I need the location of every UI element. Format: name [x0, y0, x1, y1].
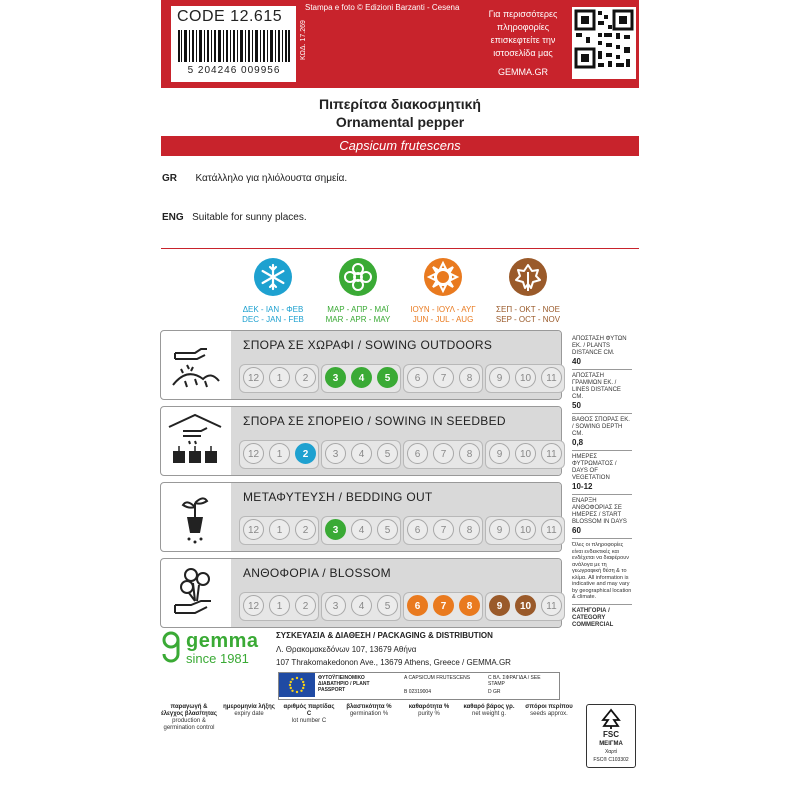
- batch-info-subtitle: purity %: [418, 711, 440, 717]
- spec-vegetation-label: ΗΜΕΡΕΣ ΦΥΤΡΩΜΑΤΟΣ / DAYS OF VEGETATION: [572, 454, 617, 481]
- fsc-brand: FSC: [603, 730, 619, 739]
- month-circle: 12: [243, 519, 264, 540]
- lang-tag-en: ENG: [162, 212, 184, 223]
- month-circle: 12: [243, 443, 264, 464]
- spec-divider: [572, 413, 632, 414]
- spec-lines-distance-label: ΑΠΟΣΤΑΣΗ ΓΡΑΜΜΩΝ ΕΚ. / LINES DISTANCE CM.: [572, 373, 621, 400]
- month-circle: 6: [407, 443, 428, 464]
- batch-info-subtitle: production & germination control: [163, 718, 215, 731]
- printer-note: Stampa e foto © Edizioni Barzanti - Cesena: [305, 3, 460, 12]
- section-divider: [161, 248, 639, 249]
- month-circle: 11: [541, 443, 562, 464]
- passport-title: ΦΥΤΟΫΓΙΕΙΝΟΜΙΚΟ ΔΙΑΒΑΤΗΡΙΟ / PLANT PASSPORT: [318, 675, 370, 693]
- description-en-text: Suitable for sunny places.: [192, 212, 307, 223]
- barcode-number: 5 204246 009956: [187, 65, 281, 76]
- brand-name: gemma: [186, 630, 259, 652]
- sowing-outdoors-icon: [161, 331, 229, 399]
- passport-d: D GR: [488, 689, 501, 695]
- month-circle: 7: [433, 443, 454, 464]
- month-circle: 5: [377, 595, 398, 616]
- season-summer-en: JUN - JUL - AUG: [412, 315, 474, 324]
- month-circle: 8: [459, 519, 480, 540]
- fsc-code: FSC® C103302: [593, 757, 629, 763]
- spec-divider: [572, 538, 632, 539]
- month-circle: 2: [295, 367, 316, 388]
- month-circle: 1: [269, 443, 290, 464]
- season-autumn-en: SEP - OCT - NOV: [495, 315, 561, 324]
- month-circle: 7: [433, 519, 454, 540]
- batch-info-column: [221, 704, 277, 718]
- month-circle: 5: [377, 367, 398, 388]
- batch-info-subtitle: expiry date: [234, 711, 264, 717]
- month-circle: 7: [433, 367, 454, 388]
- month-circle: 3: [325, 443, 346, 464]
- batch-info-title: αριθμός παρτίδας C: [283, 704, 335, 717]
- info-site-link[interactable]: GEMMA.GR: [497, 67, 548, 77]
- month-circle: 10: [515, 367, 536, 388]
- month-circle: 3: [325, 519, 346, 540]
- address-greek: Λ. Θρακομακεδόνων 107, 13679 Αθήνα: [276, 645, 417, 654]
- batch-info-subtitle: lot number C: [291, 718, 327, 724]
- passport-a: A CAPSICUM FRUTESCENS: [404, 675, 471, 681]
- spec-vegetation-value: 10-12: [572, 482, 593, 491]
- sun-icon: [424, 258, 462, 296]
- spec-divider: [572, 450, 632, 451]
- month-circle: 1: [269, 367, 290, 388]
- bedding-out-icon: [161, 483, 229, 551]
- batch-info-title: βλαστικότητα %: [346, 704, 392, 710]
- calendar-row-title: ΣΠΟΡΑ ΣΕ ΣΠΟΡΕΙΟ / SOWING IN SEEDBED: [243, 414, 506, 428]
- calendar-row: [160, 558, 562, 628]
- batch-info-column: [521, 704, 577, 718]
- month-circle: 6: [407, 367, 428, 388]
- month-circle: 2: [295, 443, 316, 464]
- month-circle: 11: [541, 367, 562, 388]
- calendar-row-title: ΜΕΤΑΦΥΤΕΥΣΗ / BEDDING OUT: [243, 490, 433, 504]
- month-circle: 8: [459, 443, 480, 464]
- fsc-greek: ΜΕΙΓΜΑ: [599, 741, 623, 747]
- season-summer-gr: ΙΟΥΝ - ΙΟΥΛ - ΑΥΓ: [410, 305, 476, 314]
- description-gr: [162, 168, 347, 186]
- spec-sowing-depth-label: ΒΑΘΟΣ ΣΠΟΡΑΣ ΕΚ. / SOWING DEPTH CM.: [572, 417, 630, 437]
- spec-plants-distance-label: ΑΠΟΣΤΑΣΗ ΦΥΤΩΝ ΕΚ. / PLANTS DISTANCE CM.: [572, 336, 627, 356]
- spec-divider: [572, 494, 632, 495]
- season-winter-en: DEC - JAN - FEB: [242, 315, 304, 324]
- spec-sowing-depth-value: 0,8: [572, 438, 584, 447]
- month-circle: 6: [407, 519, 428, 540]
- batch-info-column: [281, 704, 337, 725]
- month-circle: 2: [295, 519, 316, 540]
- month-circle: 8: [459, 595, 480, 616]
- batch-info-subtitle: seeds approx.: [530, 711, 568, 717]
- gemma-logo-icon: [160, 630, 182, 668]
- season-autumn-label: [483, 305, 573, 325]
- address-english: 107 Thrakomakedonon Ave., 13679 Athens, Greece / GEMMA.GR: [276, 658, 511, 667]
- spec-plants-distance-value: 40: [572, 357, 581, 366]
- latin-name-band: Capsicum frutescens: [161, 136, 639, 156]
- month-circle: 1: [269, 595, 290, 616]
- month-circle: 9: [489, 595, 510, 616]
- passport-b: B 02319004: [404, 689, 431, 695]
- month-circle: 9: [489, 519, 510, 540]
- season-summer-label: [398, 305, 488, 325]
- spec-divider: [572, 369, 632, 370]
- month-circle: 11: [541, 595, 562, 616]
- calendar-row: [160, 330, 562, 400]
- calendar-row-title: ΑΝΘΟΦΟΡΙΑ / BLOSSOM: [243, 566, 391, 580]
- description-en: [162, 207, 307, 225]
- fsc-tree-icon: [599, 708, 623, 730]
- product-code: CODE 12.615: [177, 8, 283, 25]
- month-circle: 12: [243, 595, 264, 616]
- batch-info-title: καθαρότητα %: [408, 704, 450, 710]
- product-name-english: Ornamental pepper: [335, 114, 465, 130]
- batch-info-title: σπόροι περίπου: [525, 704, 573, 710]
- lang-tag-gr: GR: [162, 173, 177, 184]
- batch-info-column: [461, 704, 517, 718]
- batch-info-title: ημερομηνία λήξης: [223, 704, 275, 710]
- disclaimer-text: Όλες οι πληροφορίες είναι ενδεικτικές και ενδέχεται να διαφέρουν ανάλογα με τη γεωγραφική θέση & το κλίμα. All information is indicative and may vary by geographical location & climate.: [572, 542, 632, 600]
- batch-info-title: καθαρό βάρος γρ.: [463, 704, 515, 710]
- season-winter-label: [228, 305, 318, 325]
- month-circle: 8: [459, 367, 480, 388]
- snowflake-icon: [254, 258, 292, 296]
- month-circle: 10: [515, 443, 536, 464]
- month-circle: 10: [515, 519, 536, 540]
- month-circle: 5: [377, 519, 398, 540]
- product-name-greek: Πιπερίτσα διακοσμητική: [319, 96, 481, 112]
- sowing-seedbed-icon: [161, 407, 229, 475]
- spec-lines-distance-value: 50: [572, 401, 581, 410]
- flower-icon: [339, 258, 377, 296]
- spec-divider: [572, 604, 632, 605]
- month-circle: 4: [351, 367, 372, 388]
- blossom-icon: [161, 559, 229, 627]
- season-spring-en: MAR - APR - MAY: [325, 315, 391, 324]
- month-circle: 10: [515, 595, 536, 616]
- fsc-label: [586, 704, 636, 768]
- passport-c: C ΒΛ. ΣΦΡΑΓΙΔΑ / SEE STAMP: [488, 675, 541, 687]
- season-spring-gr: ΜΑΡ - ΑΠΡ - ΜΑΪ: [327, 305, 389, 314]
- calendar-row-title: ΣΠΟΡΑ ΣΕ ΧΩΡΑΦΙ / SOWING OUTDOORS: [243, 338, 493, 352]
- category-label: ΚΑΤΗΓΟΡΙΑ / CATEGORY: [572, 607, 610, 621]
- season-spring-label: [313, 305, 403, 325]
- specs-panel: [572, 336, 638, 629]
- batch-info-column: [161, 704, 217, 732]
- month-circle: 4: [351, 519, 372, 540]
- calendar-row: [160, 482, 562, 552]
- info-text: Για περισσότερες πληροφορίες επισκεφτείτε την ιστοσελίδα μας: [488, 9, 558, 58]
- batch-info-table: [161, 704, 573, 752]
- calendar-row: [160, 406, 562, 476]
- month-circle: 7: [433, 595, 454, 616]
- month-circle: 5: [377, 443, 398, 464]
- month-circle: 3: [325, 367, 346, 388]
- batch-info-subtitle: net weight g.: [471, 711, 507, 717]
- month-circle: 1: [269, 519, 290, 540]
- month-circle: 11: [541, 519, 562, 540]
- month-circle: 9: [489, 443, 510, 464]
- packaging-line: ΣΥΣΚΕΥΑΣΙΑ & ΔΙΑΘΕΣΗ / PACKAGING & DISTRIBUTION: [276, 631, 493, 640]
- barcode-icon: [178, 30, 290, 62]
- batch-info-title: παραγωγή & έλεγχος βλασ/τητας: [161, 704, 217, 717]
- season-winter-gr: ΔΕΚ - ΙΑΝ - ΦΕΒ: [242, 305, 304, 314]
- eu-flag-icon: [279, 673, 315, 697]
- month-circle: 3: [325, 595, 346, 616]
- month-circle: 4: [351, 595, 372, 616]
- batch-info-subtitle: germination %: [349, 711, 389, 717]
- month-circle: 9: [489, 367, 510, 388]
- season-autumn-gr: ΣΕΠ - ΟΚΤ - ΝΟΕ: [496, 305, 560, 314]
- month-circle: 4: [351, 443, 372, 464]
- category-value: COMMERCIAL: [572, 621, 614, 628]
- kod-code: ΚΩΔ. 17.269: [300, 20, 307, 60]
- spec-blossom-value: 60: [572, 526, 581, 535]
- spec-blossom-label: ΕΝΑΡΞΗ ΑΝΘΟΦΟΡΙΑΣ ΣΕ ΗΜΕΡΕΣ / START BLOSSOM IN DAYS: [572, 498, 627, 525]
- description-gr-text: Κατάλληλο για ηλιόλουστα σημεία.: [195, 173, 348, 184]
- fsc-sub: Χαρτί: [604, 749, 618, 755]
- month-circle: 6: [407, 595, 428, 616]
- batch-info-column: [341, 704, 397, 718]
- leaf-icon: [509, 258, 547, 296]
- qr-code-icon[interactable]: [572, 7, 636, 79]
- month-circle: 2: [295, 595, 316, 616]
- brand-since: since 1981: [186, 651, 249, 666]
- month-circle: 12: [243, 367, 264, 388]
- batch-info-column: [401, 704, 457, 718]
